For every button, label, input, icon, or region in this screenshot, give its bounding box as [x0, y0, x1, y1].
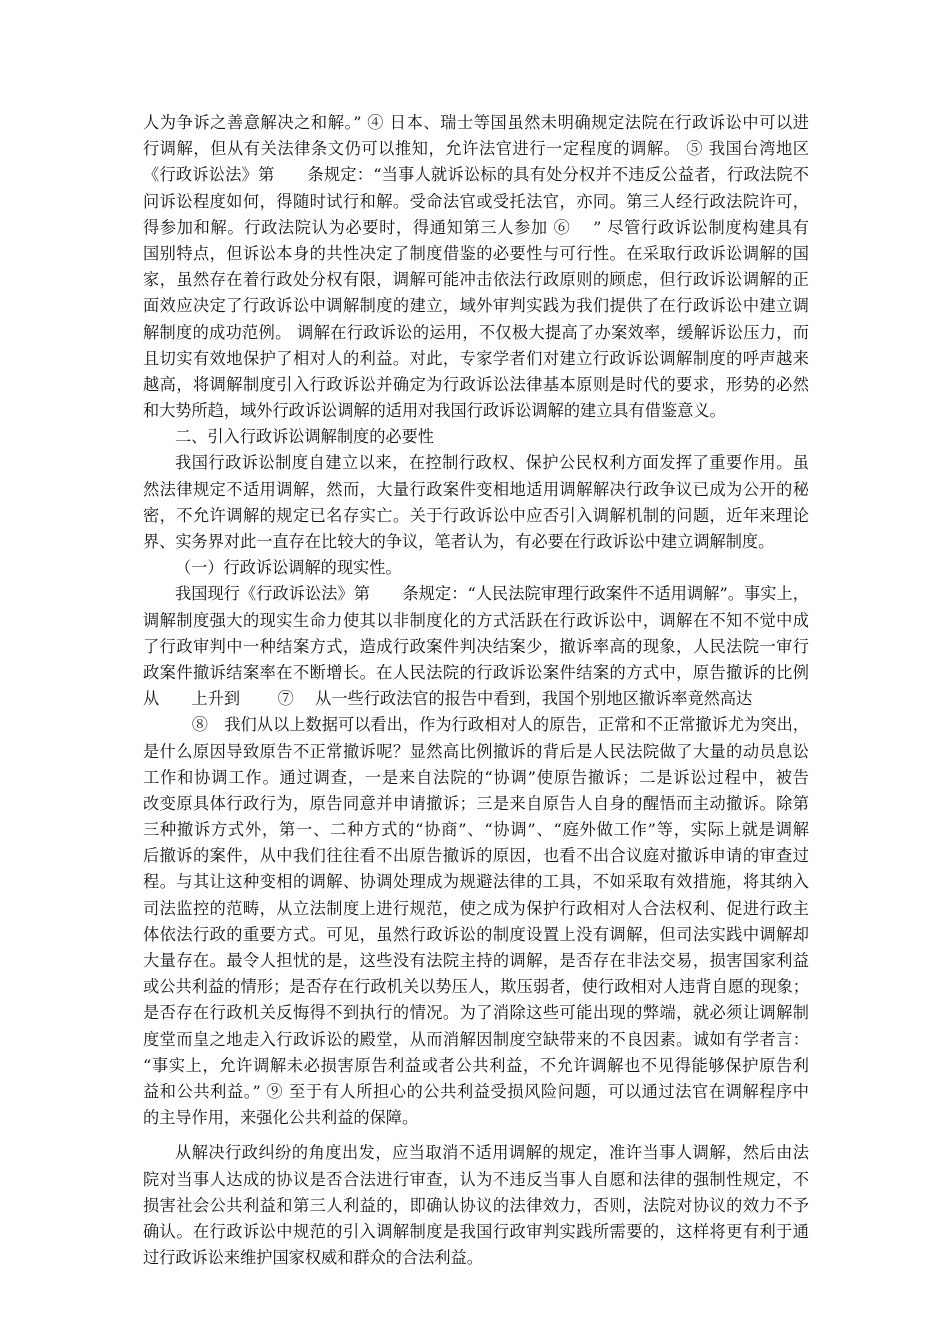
text-line: 大量存在。最令人担忧的是，这些没有法院主持的调解，是否存在非法交易，损害国家利益	[143, 951, 809, 970]
text-line: 程。与其让这种变相的调解、协调处理成为规避法律的工具，不如采取有效措施，将其纳入	[143, 872, 809, 892]
text-line: “事实上，允许调解未必损害原告利益或者公共利益，不允许调解也不见得能够保护原告利	[143, 1055, 809, 1075]
text-line: 三种撤诉方式外，第一、二种方式的“协商”、“协调”、“庭外做工作”等，实际上就是调解	[143, 820, 809, 840]
text-line: 的主导作用，来强化公共利益的保障。	[143, 1108, 419, 1128]
text-line: 《行政诉讼法》第 条规定：“当事人就诉讼标的具有处分权并不违反公益者，行政法院不	[143, 165, 809, 185]
text-line: 过行政诉讼来维护国家权威和群众的合法利益。	[143, 1248, 483, 1268]
text-line: 是什么原因导致原告不正常撤诉呢？显然高比例撤诉的背后是人民法院做了大量的动员息讼	[143, 741, 809, 761]
text-line: 解制度的成功范例。 调解在行政诉讼的运用，不仅极大提高了办案效率，缓解诉讼压力，而	[143, 322, 809, 342]
text-line: 越高，将调解制度引入行政诉讼并确定为行政诉讼法律基本原则是时代的要求，形势的必然	[143, 374, 809, 394]
text-line: 行调解，但从有关法律条文仍可以推知，允许法官进行一定程度的调解。 ⑤ 我国台湾地区	[143, 139, 809, 159]
text-line: 政案件撤诉结案率在不断增长。在人民法院的行政诉讼案件结案的方式中，原告撤诉的比例	[143, 662, 809, 682]
text-line: 是否存在行政机关反悔得不到执行的情况。为了消除这些可能出现的弊端，就必须让调解制	[143, 1003, 809, 1023]
text-line: 体依法行政的重要方式。可见，虽然行政诉讼的制度设置上没有调解，但司法实践中调解却	[143, 924, 809, 944]
text-line: 我国现行《行政诉讼法》第 条规定：“人民法院审理行政案件不适用调解”。事实上，	[175, 584, 809, 604]
paragraph-3	[143, 581, 809, 1131]
text-line: 从解决行政纠纷的角度出发，应当取消不适用调解的规定，准许当事人调解，然后由法	[175, 1143, 809, 1163]
text-line: 面效应决定了行政诉讼中调解制度的建立，域外审判实践为我们提供了在行政诉讼中建立调	[143, 296, 809, 316]
text-line: 工作和协调工作。通过调查，一是来自法院的“协调”使原告撤诉；二是诉讼过程中，被告	[143, 767, 809, 787]
text-line: 界、实务界对此一直存在比较大的争议，笔者认为，有必要在行政诉讼中建立调解制度。	[143, 532, 775, 551]
text-line: 调解制度强大的现实生命力使其以非制度化的方式活跃在行政诉讼中，调解在不知不觉中成	[143, 610, 809, 630]
text-line: 和大势所趋，域外行政诉讼调解的适用对我国行政诉讼调解的建立具有借鉴意义。	[143, 401, 726, 421]
text-line: 了行政审判中一种结案方式，造成行政案件判决结案少，撤诉率高的现象，人民法院一审行	[143, 636, 809, 656]
text-line: 密，不允许调解的规定已名存实亡。关于行政诉讼中应否引入调解机制的问题，近年来理论	[143, 505, 809, 525]
text-line: 益和公共利益。” ⑨ 至于有人所担心的公共利益受损风险问题，可以通过法官在调解程序中	[143, 1081, 809, 1101]
section-heading: 二、引入行政诉讼调解制度的必要性	[175, 427, 434, 447]
text-line: 或公共利益的情形；是否存在行政机关以势压人，欺压弱者，使行政相对人违背自愿的现象；	[143, 977, 809, 997]
text-line: 然法律规定不适用调解，然而，大量行政案件变相地适用调解解决行政争议已成为公开的秘	[143, 479, 809, 499]
text-line: 后撤诉的案件，从中我们往往看不出原告撤诉的原因，也看不出合议庭对撤诉申请的审查过	[143, 846, 809, 866]
paragraph-4	[143, 1140, 809, 1271]
text-line: 国别特点，但诉讼本身的共性决定了制度借鉴的必要性与可行性。在采取行政诉讼调解的国	[143, 243, 809, 263]
text-line: 确认。在行政诉讼中规范的引入调解制度是我国行政审判实践所需要的，这样将更有利于通	[143, 1221, 809, 1241]
text-line: 院对当事人达成的协议是否合法进行审查，认为不违反当事人自愿和法律的强制性规定，不	[143, 1169, 809, 1189]
text-line: 家，虽然存在着行政处分权有限，调解可能冲击依法行政原则的顾虑，但行政诉讼调解的正	[143, 270, 809, 290]
paragraph-2	[143, 450, 809, 555]
text-line: 司法监控的范畴，从立法制度上进行规范，使之成为保护行政相对人合法权利、促进行政主	[143, 898, 809, 918]
text-line: 我国行政诉讼制度自建立以来，在控制行政权、保护公民权利方面发挥了重要作用。虽	[175, 453, 809, 473]
text-line: 且切实有效地保护了相对人的利益。对此，专家学者们对建立行政诉讼调解制度的呼声越来	[143, 348, 809, 368]
paragraph-1	[143, 110, 809, 424]
text-line: 损害社会公共利益和第三人利益的，即确认协议的法律效力，否则，法院对协议的效力不予	[143, 1195, 809, 1215]
document-page	[143, 110, 809, 1271]
text-line: 度堂而皇之地走入行政诉讼的殿堂，从而消解因制度空缺带来的不良因素。诚如有学者言：	[143, 1029, 809, 1049]
subsection-heading: （一）行政诉讼调解的现实性。	[175, 558, 402, 578]
text-line: 改变原具体行政行为，原告同意并申请撤诉；三是来自原告人自身的醒悟而主动撤诉。除第	[143, 793, 809, 813]
text-line: 从 上升到 ⑦ 从一些行政法官的报告中看到，我国个别地区撤诉率竟然高达	[143, 689, 753, 709]
text-line: 问诉讼程度如何，得随时试行和解。受命法官或受托法官，亦同。第三人经行政法院许可，	[143, 191, 809, 211]
text-line: 得参加和解。行政法院认为必要时，得通知第三人参加 ⑥ ” 尽管行政诉讼制度构建具有	[143, 217, 809, 237]
text-line: 人为争诉之善意解决之和解。” ④ 日本、瑞士等国虽然未明确规定法院在行政诉讼中可以进	[143, 113, 809, 132]
text-line: ⑧ 我们从以上数据可以看出，作为行政相对人的原告，正常和不正常撤诉尤为突出，	[143, 715, 809, 735]
